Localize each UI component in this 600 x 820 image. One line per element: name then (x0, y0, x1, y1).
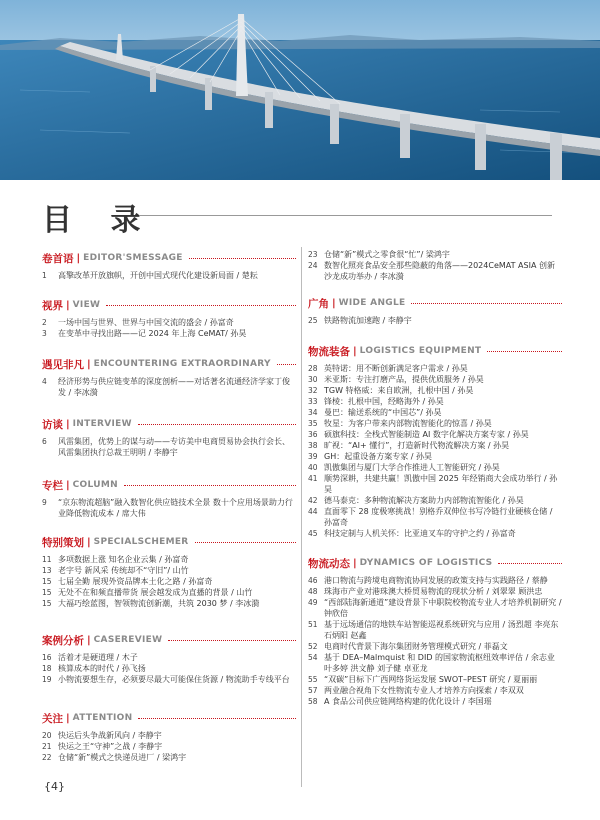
section-title-en: VIEW (72, 300, 101, 310)
entry-page: 11 (42, 555, 52, 564)
entry-title: 牧星：为客户带来内部物流智能化的惊喜 / 孙昊 (324, 419, 492, 428)
toc-entry[interactable] (308, 249, 562, 260)
entry-title: 一场中国与世界、世界与中国交流的盛会 / 孙富奇 (58, 318, 234, 327)
toc-entry[interactable] (42, 576, 296, 587)
entry-title: TGW 特格威：来自欧洲，扎根中国 / 孙昊 (324, 386, 474, 395)
entry-title: 锋棱：扎根中国，经略海外 / 孙昊 (324, 397, 444, 406)
toc-entry[interactable] (308, 696, 562, 707)
section-title-en: ATTENTION (72, 713, 133, 723)
toc-entry[interactable] (308, 407, 562, 418)
entry-page: 6 (42, 437, 47, 446)
entry-page: 49 (308, 598, 318, 607)
entry-title: 经济形势与供应链变革的深度剖析——对话著名流通经济学家丁俊发 / 李冰漪 (58, 377, 290, 397)
toc-section-case-review: 案例分析 | CASEREVIEW 16 活着才是硬道理 / 木子 18 核算成本的时代 / 孙飞扬 19 小物流要想生存，必须要尽最大可能保住货源 / 物流助手专线平台 (42, 633, 296, 685)
entry-page: 34 (308, 408, 318, 417)
entry-page: 41 (308, 474, 318, 483)
toc-entry[interactable] (308, 451, 562, 462)
toc-entry[interactable] (308, 396, 562, 407)
toc-entry[interactable] (42, 554, 296, 565)
toc-entry[interactable] (308, 440, 562, 451)
entry-page: 54 (308, 653, 318, 662)
toc-entry[interactable] (42, 663, 296, 674)
toc-entry[interactable] (42, 730, 296, 741)
section-title-en: CASEREVIEW (93, 635, 163, 645)
toc-section-dynamics-of-logistics: 物流动态 | DYNAMICS OF LOGISTICS 46 港口物流与跨境电商物流协同发展的政策支持与实践路径 / 蔡静 48 珠海市产业对港珠澳大桥贸易物流的现状分析 / 刘翠翠 顾洪忠 49 “西部陆海新通道”建设背景下中职院校物流专业人才培养机制研究 / 钟欣倍 51 基于远场通信的地铁车站智能巡视系统研究与应用 / 汤烈超 李亮东 石炳阳 赵鑫 52 电商时代背景下海尔集团财务管理模式研究 / 菲磊文 54 基于 DEA–Malmquist 和 DID 的国家物流枢纽效率评估 / 余志业 叶多婷 洪文静 刘子健 卓亚龙 55 “双碳”目标下广西网络货运发展 SWOT–PEST 研究 / 夏丽丽 57 两业融合视角下女性物流专业人才培养方向探索 / 李双双 58 A 食品公司供应链网络构建的优化设计 / 李国瑶 (308, 557, 562, 706)
entry-title: 小物流要想生存，必须要尽最大可能保住货源 / 物流助手专线平台 (58, 675, 290, 684)
page-title: 目 录 (42, 203, 155, 238)
entry-title: 基于 DEA–Malmquist 和 DID 的国家物流枢纽效率评估 / 余志业 叶多婷 洪文静 刘子健 卓亚龙 (324, 653, 555, 673)
toc-entry[interactable] (308, 473, 562, 495)
entry-page: 45 (308, 529, 318, 538)
entry-page: 2 (42, 318, 47, 327)
entry-page: 51 (308, 620, 318, 629)
entry-page: 19 (42, 675, 52, 684)
entry-title: 珠海市产业对港珠澳大桥贸易物流的现状分析 / 刘翠翠 顾洪忠 (324, 587, 543, 596)
toc-entry[interactable] (308, 528, 562, 539)
section-title-cn: 物流装备 (308, 345, 350, 358)
toc-section-column: 专栏 | COLUMN 9 “京东物流超脑”融入数智化供应链技术全景 数十个应用场景助力行业降低物流成本 / 席大伟 (42, 478, 296, 519)
section-title-cn: 视界 (42, 299, 63, 312)
toc-entry[interactable] (308, 495, 562, 506)
toc-section-encountering-extraordinary: 遇见非凡 | ENCOUNTERING EXTRAORDINARY 4 经济形势与供应链变革的深度剖析——对话著名流通经济学家丁俊发 / 李冰漪 (42, 357, 296, 398)
entry-title: 快运后头争战新风向 / 李静宇 (58, 731, 162, 740)
toc-section-wide-angle: 广角 | WIDE ANGLE 25 铁路物流加速跑 / 李静宇 (308, 296, 562, 326)
section-title-cn: 专栏 (42, 479, 63, 492)
section-title-cn: 卷首语 (42, 252, 74, 265)
toc-entry[interactable] (42, 317, 296, 328)
section-title-en: EDITOR'SMESSAGE (83, 253, 183, 263)
toc-entry[interactable] (42, 270, 296, 281)
entry-title: 七届全勤 展现外资品牌本土化之路 / 孙富奇 (58, 577, 213, 586)
entry-page: 23 (308, 250, 318, 259)
toc-entry[interactable] (308, 685, 562, 696)
entry-title: 科技定制与人机关怀：比亚迪叉车的守护之约 / 孙富奇 (324, 529, 516, 538)
entry-page: 42 (308, 496, 318, 505)
section-title-cn: 广角 (308, 297, 329, 310)
entry-page: 36 (308, 430, 318, 439)
entry-title: 铁路物流加速跑 / 李静宇 (324, 316, 412, 325)
title-divider (140, 215, 552, 216)
section-title-cn: 关注 (42, 712, 63, 725)
section-title-en: ENCOUNTERING EXTRAORDINARY (93, 359, 271, 369)
toc-entry[interactable] (308, 385, 562, 396)
entry-page: 28 (308, 364, 318, 373)
toc-continued-entries (308, 249, 562, 282)
entry-title: 快运之王“守神”之战 / 李静宇 (58, 742, 163, 751)
toc-entry[interactable] (308, 418, 562, 429)
toc-entry[interactable] (308, 429, 562, 440)
toc-entry[interactable] (42, 752, 296, 763)
section-title-en: INTERVIEW (72, 419, 132, 429)
entry-title: 硕旗科技：全栈式智能制造 AI 数字化解决方案专家 / 孙昊 (324, 430, 529, 439)
entry-title: 直面零下 28 度极寒挑战！别格乔双伸位书写冷链行业硬核仓储 / 孙富奇 (324, 507, 553, 527)
toc-entry[interactable] (308, 462, 562, 473)
toc-section-view: 视界 | VIEW 2 一场中国与世界、世界与中国交流的盛会 / 孙富奇 3 在变革中寻找出路——记 2024 年上海 CeMAT/ 孙昊 (42, 298, 296, 339)
entry-page: 15 (42, 588, 52, 597)
hero-bridge-image (0, 0, 600, 180)
toc-entry[interactable] (308, 315, 562, 326)
toc-entry[interactable] (42, 741, 296, 752)
entry-page: 57 (308, 686, 318, 695)
section-title-en: DYNAMICS OF LOGISTICS (359, 558, 493, 568)
entry-title: 凯傲集团与厦门大学合作推进人工智能研究 / 孙昊 (324, 463, 500, 472)
entry-title: 无处不在和频直播带货 展会越发成为直播的背景 / 山竹 (58, 588, 253, 597)
entry-page: 13 (42, 566, 52, 575)
section-title-en: WIDE ANGLE (338, 298, 406, 308)
section-title-en: COLUMN (72, 480, 118, 490)
entry-page: 15 (42, 599, 52, 608)
entry-title: 港口物流与跨境电商物流协同发展的政策支持与实践路径 / 蔡静 (324, 576, 548, 585)
entry-page: 55 (308, 675, 318, 684)
section-title-cn: 访谈 (42, 418, 63, 431)
entry-title: 电商时代背景下海尔集团财务管理模式研究 / 菲磊文 (324, 642, 508, 651)
entry-page: 33 (308, 397, 318, 406)
section-title-cn: 案例分析 (42, 634, 84, 647)
toc-section-logistics-equipment: 物流装备 | LOGISTICS EQUIPMENT 28 英特诺：用不断创新满足客户需求 / 孙昊 30 米亚斯：专注打磨产品，提供优质服务 / 孙昊 32 TGW 特格威：来自欧洲，扎根中国 / 孙昊 33 锋棱：扎根中国，经略海外 / 孙昊 34 曼巴：输送系统的“中国芯”/ 孙昊 35 牧星：为客户带来内部物流智能化的惊喜 / 孙昊 36 硕旗科技：全栈式智能制造 AI 数字化解决方案专家 / 孙昊 38 旷视：“AI+ 懂行”，打造新时代物流解决方案 / 孙昊 39 GH：起重设备方案专家 / 孙昊 40 凯傲集团与厦门大学合作推进人工智能研究 / 孙昊 41 顺势深耕，共建共赢！凯傲中国 2025 年经销商大会成功举行 / 孙昊 42 德马泰克：多种物流解决方案助力内部物流智能化 / 孙昊 44 直面零下 28 度极寒挑战！别格乔双伸位书写冷链行业硬核仓储 / 孙富奇 45 科技定制与人机关怀：比亚迪叉车的守护之约 / 孙富奇 (308, 344, 562, 539)
column-divider (301, 247, 302, 787)
entry-title: 仓储“新”模式之快递员进厂 / 梁鸿宇 (58, 753, 187, 762)
toc-entry[interactable] (308, 652, 562, 674)
entry-page: 24 (308, 261, 318, 270)
entry-title: 曼巴：输送系统的“中国芯”/ 孙昊 (324, 408, 442, 417)
section-title-en: SPECIALSCHEMER (93, 537, 189, 547)
toc-entry[interactable] (42, 587, 296, 598)
entry-page: 21 (42, 742, 52, 751)
entry-page: 16 (42, 653, 52, 662)
entry-page: 18 (42, 664, 52, 673)
entry-title: 仓储“新”模式之零食很“忙”/ 梁鸿宇 (324, 250, 450, 259)
entry-page: 20 (42, 731, 52, 740)
toc-entry[interactable] (308, 619, 562, 641)
entry-page: 1 (42, 271, 47, 280)
toc-entry[interactable] (42, 652, 296, 663)
entry-page: 48 (308, 587, 318, 596)
toc-entry[interactable] (308, 363, 562, 374)
toc-entry[interactable] (42, 497, 296, 519)
entry-title: 多项数据上涨 知名企业云集 / 孙富奇 (58, 555, 189, 564)
entry-title: 高擎改革开放旗帜，开创中国式现代化建设新局面 / 楚耘 (58, 271, 258, 280)
toc-section-editors-message: 卷首语 | EDITOR'SMESSAGE 1 高擎改革开放旗帜，开创中国式现代化建设新局面 / 楚耘 (42, 251, 296, 281)
entry-page: 15 (42, 577, 52, 586)
entry-title: GH：起重设备方案专家 / 孙昊 (324, 452, 432, 461)
entry-title: 顺势深耕，共建共赢！凯傲中国 2025 年经销商大会成功举行 / 孙昊 (324, 474, 558, 494)
toc-entry[interactable] (42, 598, 296, 609)
toc-section-attention: 关注 | ATTENTION 20 快运后头争战新风向 / 李静宇 21 快运之王“守神”之战 / 李静宇 22 仓储“新”模式之快递员进厂 / 梁鸿宇 (42, 711, 296, 763)
entry-title: “京东物流超脑”融入数智化供应链技术全景 数十个应用场景助力行业降低物流成本 / 席大伟 (58, 498, 293, 518)
entry-title: 旷视：“AI+ 懂行”，打造新时代物流解决方案 / 孙昊 (324, 441, 510, 450)
toc-entry[interactable] (308, 575, 562, 586)
entry-page: 30 (308, 375, 318, 384)
toc-entry[interactable] (308, 260, 562, 282)
toc-entry[interactable] (308, 374, 562, 385)
page-number: {4} (44, 780, 65, 793)
entry-title: 米亚斯：专注打磨产品，提供优质服务 / 孙昊 (324, 375, 484, 384)
entry-page: 4 (42, 377, 47, 386)
bridge-photo-icon (0, 0, 600, 180)
toc-section-special-schemer: 特别策划 | SPECIALSCHEMER 11 多项数据上涨 知名企业云集 / 孙富奇 13 老字号 新风采 传统却不“守旧”/ 山竹 15 七届全勤 展现外资品牌本土化之路 / 孙富奇 15 无处不在和频直播带货 展会越发成为直播的背景 / 山竹 15 大福巧绘蓝图，智领物流创新潮，共筑 2030 梦 / 李冰漪 (42, 535, 296, 609)
toc-entry[interactable] (42, 674, 296, 685)
entry-page: 39 (308, 452, 318, 461)
toc-entry[interactable] (308, 674, 562, 685)
entry-page: 58 (308, 697, 318, 706)
entry-title: 老字号 新风采 传统却不“守旧”/ 山竹 (58, 566, 189, 575)
section-title-en: LOGISTICS EQUIPMENT (359, 346, 482, 356)
entry-title: 大福巧绘蓝图，智领物流创新潮，共筑 2030 梦 / 李冰漪 (58, 599, 260, 608)
toc-entry[interactable] (308, 506, 562, 528)
toc-entry[interactable] (308, 597, 562, 619)
entry-title: 基于远场通信的地铁车站智能巡视系统研究与应用 / 汤烈超 李亮东 石炳阳 赵鑫 (324, 620, 559, 640)
section-title-cn: 遇见非凡 (42, 358, 84, 371)
entry-title: 英特诺：用不断创新满足客户需求 / 孙昊 (324, 364, 468, 373)
entry-page: 38 (308, 441, 318, 450)
entry-page: 44 (308, 507, 318, 516)
entry-page: 9 (42, 498, 47, 507)
toc-entry[interactable] (42, 328, 296, 339)
entry-page: 40 (308, 463, 318, 472)
entry-page: 25 (308, 316, 318, 325)
toc-entry[interactable] (308, 641, 562, 652)
toc-entry[interactable] (42, 565, 296, 576)
entry-title: “西部陆海新通道”建设背景下中职院校物流专业人才培养机制研究 / 钟欣倍 (324, 598, 562, 618)
toc-entry[interactable] (42, 376, 296, 398)
entry-title: 在变革中寻找出路——记 2024 年上海 CeMAT/ 孙昊 (58, 329, 247, 338)
entry-page: 46 (308, 576, 318, 585)
entry-title: 风雷集团，优势上的谋与动——专访美中电商贸易协会执行会长、风雷集团执行总裁王明明 / 李静宇 (58, 437, 290, 457)
entry-page: 32 (308, 386, 318, 395)
section-title-cn: 特别策划 (42, 536, 84, 549)
entry-title: A 食品公司供应链网络构建的优化设计 / 李国瑶 (324, 697, 492, 706)
toc-entry[interactable] (42, 436, 296, 458)
entry-title: 活着才是硬道理 / 木子 (58, 653, 138, 662)
entry-title: 德马泰克：多种物流解决方案助力内部物流智能化 / 孙昊 (324, 496, 524, 505)
entry-page: 52 (308, 642, 318, 651)
entry-page: 3 (42, 329, 47, 338)
entry-title: “双碳”目标下广西网络货运发展 SWOT–PEST 研究 / 夏丽丽 (324, 675, 538, 684)
entry-title: 数智化照亮食品安全那些隐蔽的角落——2024CeMAT ASIA 创新沙龙成功举办 / 李冰漪 (324, 261, 555, 281)
entry-page: 22 (42, 753, 52, 762)
toc-entry[interactable] (308, 586, 562, 597)
toc-section-interview: 访谈 | INTERVIEW 6 风雷集团，优势上的谋与动——专访美中电商贸易协会执行会长、风雷集团执行总裁王明明 / 李静宇 (42, 417, 296, 458)
entry-title: 核算成本的时代 / 孙飞扬 (58, 664, 146, 673)
entry-page: 35 (308, 419, 318, 428)
entry-title: 两业融合视角下女性物流专业人才培养方向探索 / 李双双 (324, 686, 524, 695)
section-title-cn: 物流动态 (308, 557, 350, 570)
